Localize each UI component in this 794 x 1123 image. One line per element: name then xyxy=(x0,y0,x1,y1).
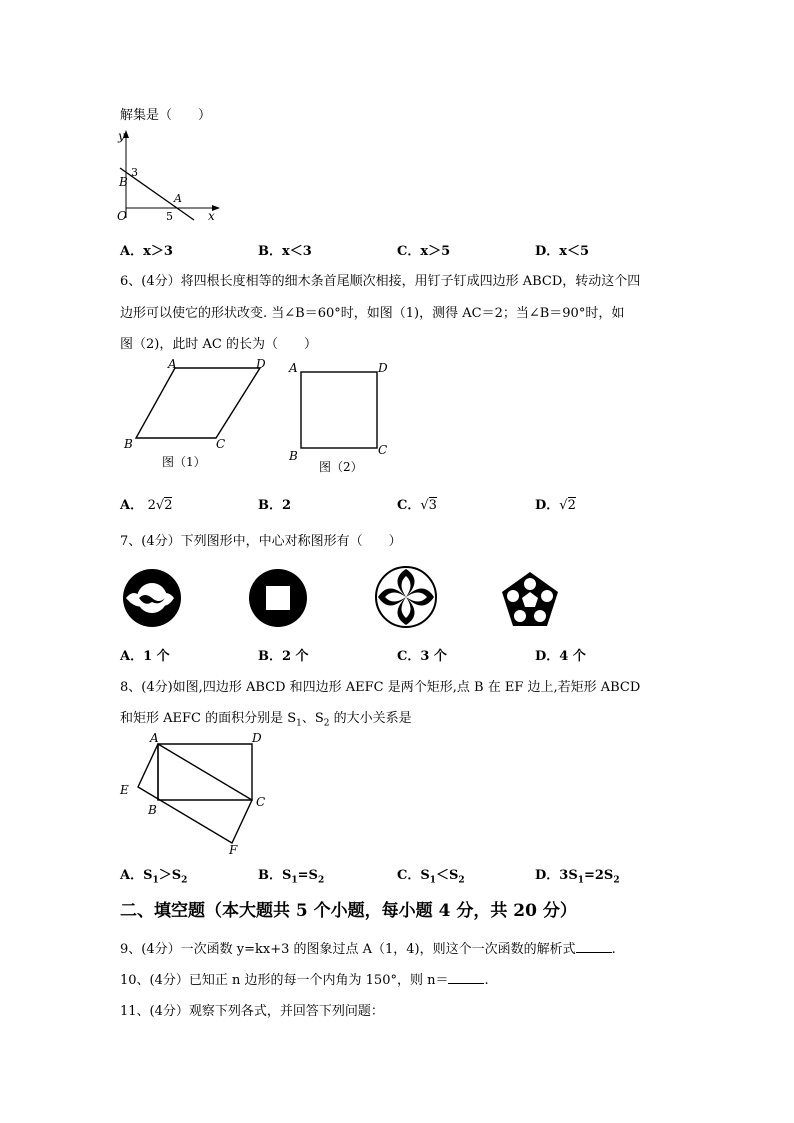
q7-option-a[interactable]: A．1 个 xyxy=(120,649,170,664)
q7-figure-petal-icon xyxy=(375,566,437,628)
q6-option-a[interactable] xyxy=(120,494,172,513)
q6-option-d[interactable] xyxy=(535,494,576,513)
q8-option-d-mid: =2S xyxy=(583,868,614,883)
q8-option-c-pre: C．S xyxy=(397,868,430,883)
q6-option-c-radicand: 3 xyxy=(428,498,437,513)
q5-tick-x: 5 xyxy=(166,210,173,223)
q8-label-f: F xyxy=(229,843,238,857)
q7-figure-yinyang-icon xyxy=(122,568,182,628)
q11-stem: 11、(4分）观察下列各式，并回答下列问题： xyxy=(120,1004,384,1019)
q8-option-b-mid: =S xyxy=(297,868,318,883)
q8-option-d-sub-2: 2 xyxy=(613,875,620,886)
q8-label-e: E xyxy=(120,783,129,797)
q9-answer-blank[interactable] xyxy=(576,940,612,953)
q8-option-a[interactable] xyxy=(120,864,187,886)
q6-figure-2 xyxy=(285,356,405,478)
q8-option-a-pre: A．S xyxy=(120,868,153,883)
q6-option-a-radicand: 2 xyxy=(164,498,173,513)
q8-line-2-sub-2: 2 xyxy=(323,718,330,729)
q6-option-d-radical-icon: √ xyxy=(559,498,568,513)
q6-option-c[interactable] xyxy=(397,494,437,513)
q9-text: 9、(4分）一次函数 y=kx+3 的图象过点 A（1，4)，则这个一次函数的解析式 xyxy=(120,942,576,957)
q5-b-label: B xyxy=(119,175,128,189)
q5-a-label: A xyxy=(174,192,182,205)
q5-graph xyxy=(116,128,226,228)
q8-label-b: B xyxy=(148,803,157,817)
q8-option-b[interactable] xyxy=(258,864,324,886)
q8-label-c: C xyxy=(256,795,266,809)
q7-option-c[interactable]: C．3 个 xyxy=(397,649,447,664)
q6-option-a-coef: 2 xyxy=(147,498,156,513)
q8-option-d[interactable] xyxy=(535,864,620,886)
q8-label-a: A xyxy=(150,731,159,745)
q8-line-1: 8、(4分)如图,四边形 ABCD 和四边形 AEFC 是两个矩形,点 B 在 EF 边上,若矩形 ABCD xyxy=(120,680,641,695)
q8-option-c-sub-2: 2 xyxy=(458,875,465,886)
q8-option-d-sub-1: 1 xyxy=(577,875,584,886)
q5-tick-y: 3 xyxy=(131,166,138,179)
q7-option-d[interactable]: D．4 个 xyxy=(535,649,586,664)
q7-stem: 7、(4分）下列图形中，中心对称图形有（ ） xyxy=(120,534,402,549)
q8-label-d: D xyxy=(252,731,262,745)
q9-line xyxy=(120,938,616,957)
q6-option-a-letter: A． xyxy=(120,498,144,513)
q6-line-3: 图（2)，此时 AC 的长为（ ） xyxy=(120,337,317,352)
q8-option-b-sub-1: 1 xyxy=(291,875,298,886)
q8-option-a-sub-2: 2 xyxy=(181,875,188,886)
q6-fig1-label-a: A xyxy=(168,357,177,371)
q8-option-d-pre: D．3S xyxy=(535,868,578,883)
q8-line-2-sub-1: 1 xyxy=(296,718,302,729)
q10-end: . xyxy=(484,973,489,988)
q8-option-b-sub-2: 2 xyxy=(317,875,325,886)
q7-option-b[interactable]: B．2 个 xyxy=(258,649,309,664)
q5-y-label: y xyxy=(118,129,125,143)
q6-fig2-label-d: D xyxy=(378,361,388,375)
q8-option-c[interactable] xyxy=(397,864,465,886)
q6-option-d-radicand: 2 xyxy=(567,498,576,513)
q6-fig2-label-c: C xyxy=(378,443,388,457)
q6-option-c-letter: C． xyxy=(397,498,421,513)
q6-line-2: 边形可以使它的形状改变. 当∠B＝60°时，如图（1)，测得 AC＝2；当∠B＝90°时，如 xyxy=(120,306,625,321)
q10-answer-blank[interactable] xyxy=(448,971,484,984)
q5-option-a[interactable]: A．x＞3 xyxy=(120,244,173,259)
q6-fig1-label-b: B xyxy=(124,437,133,451)
q6-option-c-radical-icon: √ xyxy=(420,498,429,513)
q8-line-2 xyxy=(120,707,412,729)
q8-option-c-mid: ＜S xyxy=(436,868,459,883)
q8-option-c-sub-1: 1 xyxy=(429,875,437,886)
q8-option-a-sub-1: 1 xyxy=(152,875,159,886)
q5-stem: 解集是（ ） xyxy=(120,108,212,123)
q8-line-2-pre: 和矩形 AEFC 的面积分别是 S xyxy=(120,711,297,726)
q5-option-c[interactable]: C．x＞5 xyxy=(397,244,451,259)
q6-fig1-label-c: C xyxy=(216,437,226,451)
q6-fig2-label-a: A xyxy=(289,361,298,375)
q7-figure-coin-icon xyxy=(248,568,308,628)
q6-fig1-label-d: D xyxy=(256,357,266,371)
q8-figure xyxy=(116,730,276,860)
q6-fig1-caption: 图（1） xyxy=(162,455,206,469)
q8-line-2-post: 的大小关系是 xyxy=(329,711,412,726)
q8-option-b-pre: B．S xyxy=(258,868,292,883)
q6-figure-1 xyxy=(118,354,278,474)
q6-line-1: 6、(4分）将四根长度相等的细木条首尾顺次相接，用钉子钉成四边形 ABCD，转动这个四 xyxy=(120,274,641,289)
q8-line-2-mid: 、S xyxy=(301,711,324,726)
q6-option-b-letter: B． xyxy=(258,498,282,513)
q5-x-label: x xyxy=(208,209,215,223)
q8-option-a-mid: ＞S xyxy=(158,868,182,883)
q9-end: . xyxy=(611,942,616,957)
q10-text: 10、(4分）已知正 n 边形的每一个内角为 150°，则 n＝ xyxy=(120,973,449,988)
q5-option-b[interactable]: B．x＜3 xyxy=(258,244,312,259)
q10-line xyxy=(120,969,489,988)
q7-figure-pentagon-icon xyxy=(500,570,560,628)
q5-option-d[interactable]: D．x＜5 xyxy=(535,244,590,259)
q6-option-b-value: 2 xyxy=(282,498,292,513)
q6-option-d-letter: D． xyxy=(535,498,560,513)
q6-option-a-radical-icon: √ xyxy=(155,498,165,513)
q6-fig2-caption: 图（2） xyxy=(319,460,363,474)
q6-fig2-label-b: B xyxy=(289,449,298,463)
q5-origin-label: O xyxy=(117,209,127,223)
section-title: 二、填空题（本大题共 5 个小题，每小题 4 分，共 20 分） xyxy=(120,901,577,921)
q6-option-b[interactable] xyxy=(258,494,291,513)
